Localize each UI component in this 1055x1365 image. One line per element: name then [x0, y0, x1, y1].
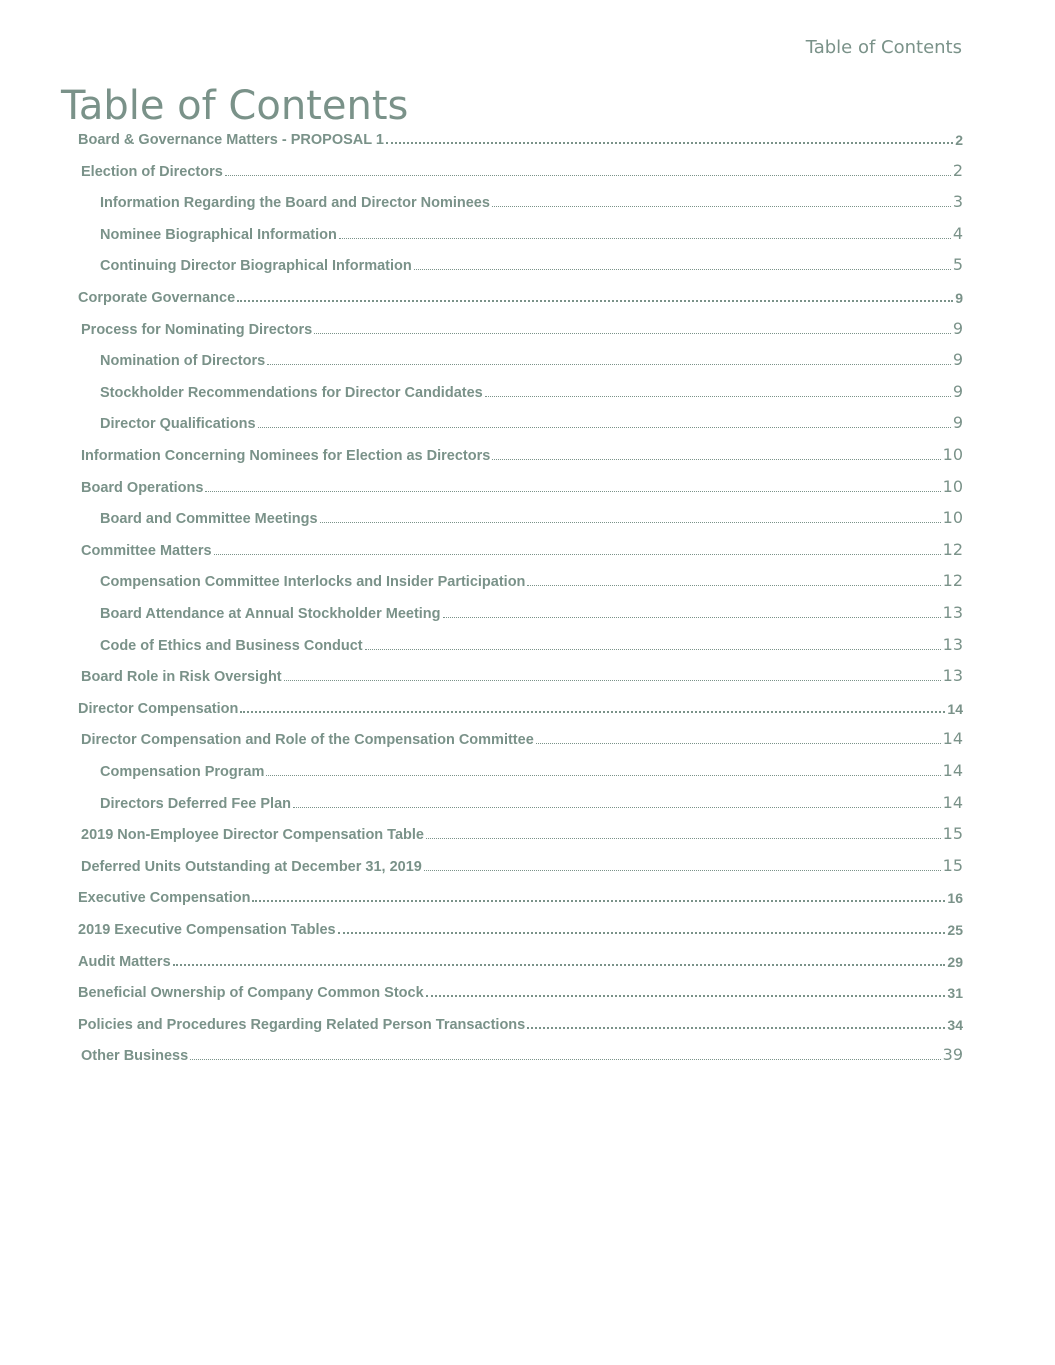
toc-entry[interactable]: [100, 566, 963, 592]
toc-entry-label: Audit Matters: [78, 953, 171, 970]
dot-leader: [205, 491, 940, 492]
dot-leader: [240, 711, 945, 713]
toc-entry-label: Compensation Committee Interlocks and Insider Participation: [100, 574, 526, 591]
toc-entry-label: Board Operations: [81, 479, 204, 496]
toc-entry[interactable]: [78, 914, 963, 940]
toc-entry-page-number: 9: [955, 290, 963, 306]
toc-entry-page-number: 29: [947, 953, 963, 970]
dot-leader: [536, 743, 941, 744]
toc-entry-label: Compensation Program: [100, 764, 265, 780]
toc-entry-label: Policies and Procedures Regarding Related Person Transactions: [78, 1016, 526, 1033]
toc-entry[interactable]: [81, 472, 963, 498]
dot-leader: [190, 1059, 940, 1060]
dot-leader: [252, 900, 945, 902]
dot-leader: [443, 617, 941, 618]
toc-entry-page-number: 9: [952, 413, 963, 433]
dot-leader: [527, 585, 940, 586]
toc-entry-label: Election of Directors: [81, 163, 223, 180]
toc-entry-label: Information Regarding the Board and Director Nominees: [100, 195, 490, 212]
dot-leader: [267, 364, 951, 365]
dot-leader: [386, 142, 953, 144]
toc-entry[interactable]: [78, 282, 963, 308]
dot-leader: [426, 995, 946, 997]
toc-entry-page-number: 25: [947, 922, 963, 938]
toc-entry[interactable]: [81, 819, 963, 845]
toc-entry-page-number: 2: [955, 132, 963, 148]
toc-entry-page-number: 14: [947, 700, 963, 717]
toc-entry-label: Information Concerning Nominees for Election as Directors: [81, 448, 491, 464]
dot-leader: [338, 932, 946, 934]
toc-entry[interactable]: [100, 630, 963, 656]
toc-entry-label: Code of Ethics and Business Conduct: [100, 637, 363, 654]
toc-entry[interactable]: [100, 377, 963, 403]
toc-entry[interactable]: [81, 314, 963, 340]
dot-leader: [266, 775, 940, 776]
toc-entry[interactable]: [100, 756, 963, 782]
toc-entry[interactable]: [78, 882, 963, 908]
toc-entry[interactable]: [81, 661, 963, 687]
toc-entry-page-number: 31: [947, 985, 963, 1002]
toc-entry-label: Process for Nominating Directors: [81, 321, 313, 338]
toc-entry-label: Committee Matters: [81, 542, 212, 559]
toc-entry-page-number: 9: [952, 350, 963, 370]
toc-entry-page-number: 14: [942, 792, 963, 812]
toc-entry-page-number: 2: [952, 160, 963, 180]
toc-entry-label: Board Attendance at Annual Stockholder Meeting: [100, 606, 441, 622]
toc-entry-page-number: 10: [942, 476, 963, 496]
dot-leader: [527, 1027, 945, 1029]
toc-entry-label: Board Role in Risk Oversight: [81, 669, 282, 686]
dot-leader: [424, 870, 941, 871]
toc-entry-page-number: 14: [942, 729, 963, 749]
dot-leader: [365, 649, 941, 650]
toc-entry[interactable]: [100, 187, 963, 213]
toc-entry-label: Beneficial Ownership of Company Common Stock: [78, 985, 424, 1002]
dot-leader: [339, 238, 951, 239]
toc-entry[interactable]: [81, 440, 963, 466]
toc-entry-label: Directors Deferred Fee Plan: [100, 795, 291, 812]
toc-entry-page-number: 13: [942, 634, 963, 654]
toc-entry[interactable]: [100, 250, 963, 276]
toc-entry-label: Board & Governance Matters - PROPOSAL 1: [78, 132, 384, 148]
dot-leader: [214, 554, 941, 555]
toc-entry[interactable]: [78, 693, 963, 719]
toc-entry-label: Nomination of Directors: [100, 353, 266, 370]
toc-entry-label: Corporate Governance: [78, 290, 236, 306]
toc-entry-label: Continuing Director Biographical Information: [100, 258, 412, 275]
dot-leader: [492, 459, 940, 460]
toc-entry-page-number: 34: [947, 1016, 963, 1033]
dot-leader: [414, 269, 951, 270]
toc-entry-label: Director Qualifications: [100, 416, 256, 433]
toc-entry-page-number: 10: [942, 508, 963, 528]
dot-leader: [225, 175, 951, 176]
toc-entry-page-number: 14: [942, 761, 963, 780]
toc-entry-page-number: 39: [942, 1045, 963, 1065]
toc-entry[interactable]: [78, 124, 963, 150]
toc-entry-page-number: 5: [952, 255, 963, 275]
dot-leader: [426, 838, 941, 839]
toc-entry-page-number: 9: [952, 318, 963, 338]
toc-entry[interactable]: [81, 156, 963, 182]
toc-entry[interactable]: [100, 345, 963, 371]
dot-leader: [485, 396, 951, 397]
toc-entry[interactable]: [100, 788, 963, 814]
toc-entry[interactable]: [100, 219, 963, 245]
toc-entry-page-number: 12: [942, 571, 963, 591]
toc-entry-label: 2019 Executive Compensation Tables: [78, 922, 336, 938]
toc-entry-page-number: 3: [952, 192, 963, 212]
toc-entry[interactable]: [78, 1009, 963, 1035]
toc-entry-page-number: 4: [952, 223, 963, 243]
toc-entry-label: Stockholder Recommendations for Director Candidates: [100, 384, 483, 401]
dot-leader: [173, 964, 946, 966]
dot-leader: [258, 427, 951, 428]
toc-entry-label: Board and Committee Meetings: [100, 511, 318, 528]
toc-entry-label: Other Business: [81, 1048, 189, 1065]
dot-leader: [284, 680, 941, 681]
toc-entry-page-number: 9: [952, 381, 963, 401]
toc-entry-page-number: 12: [942, 539, 963, 559]
toc-entry[interactable]: [78, 977, 963, 1003]
toc-entry-page-number: 13: [942, 603, 963, 622]
dot-leader: [320, 522, 941, 523]
toc-entry-page-number: 10: [942, 445, 963, 464]
toc-entry-page-number: 16: [947, 890, 963, 907]
page-title: Table of Contents: [61, 83, 409, 129]
toc-entry-page-number: 15: [942, 824, 963, 844]
toc-entry-label: Director Compensation and Role of the Compensation Committee: [81, 732, 534, 749]
toc-entry[interactable]: [100, 598, 963, 624]
toc-entry-label: 2019 Non-Employee Director Compensation Table: [81, 827, 424, 844]
toc-entry-label: Executive Compensation: [78, 890, 251, 907]
toc-entry-page-number: 15: [942, 855, 963, 875]
toc-entry[interactable]: [81, 1040, 963, 1066]
dot-leader: [293, 807, 941, 808]
dot-leader: [237, 300, 953, 302]
toc-entry[interactable]: [100, 408, 963, 434]
dot-leader: [314, 333, 951, 334]
toc-entry[interactable]: [78, 946, 963, 972]
dot-leader: [492, 206, 951, 207]
toc-entry-label: Director Compensation: [78, 700, 239, 717]
toc-entry-label: Deferred Units Outstanding at December 31, 2019: [81, 858, 422, 875]
toc-entry[interactable]: [81, 851, 963, 877]
toc-entry[interactable]: [81, 535, 963, 561]
toc-entry[interactable]: [100, 503, 963, 529]
toc-entry-label: Nominee Biographical Information: [100, 226, 337, 243]
toc-entry-page-number: 13: [942, 666, 963, 686]
toc-entry[interactable]: [81, 724, 963, 750]
running-header: Table of Contents: [805, 37, 962, 58]
